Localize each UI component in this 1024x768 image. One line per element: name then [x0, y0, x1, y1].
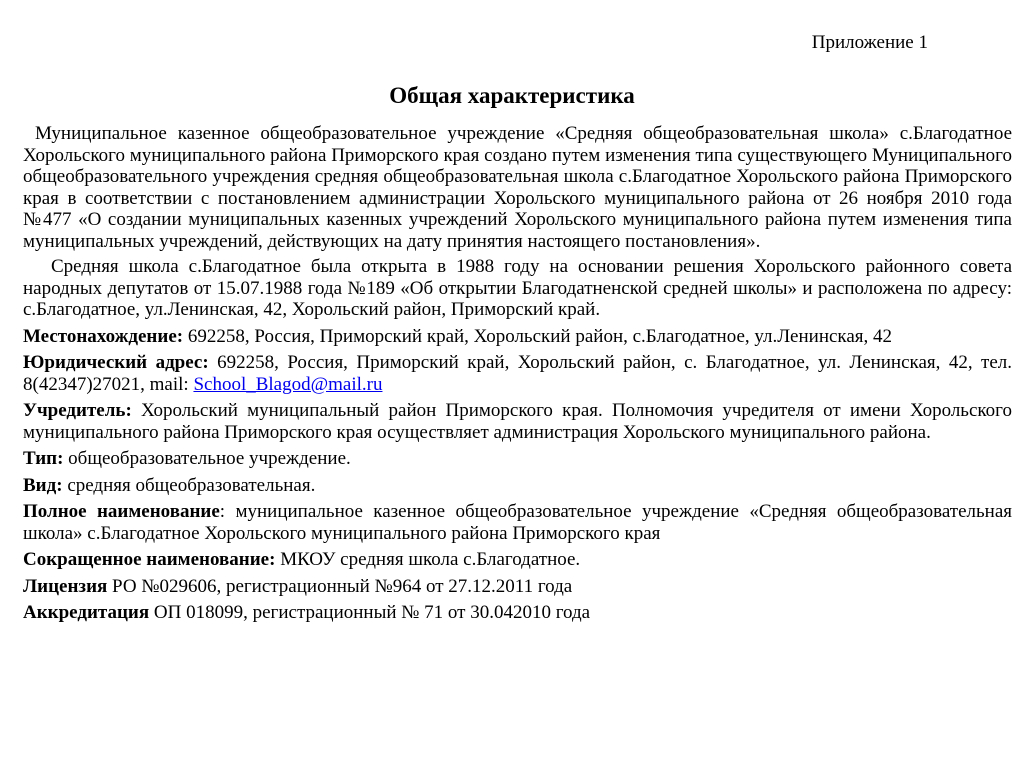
accreditation-value: ОП 018099, регистрационный № 71 от 30.042010 года — [153, 602, 591, 623]
license-value: РО №029606, регистрационный №964 от 27.12.2011 года — [112, 575, 573, 597]
full-name-label: Полное наименование — [23, 501, 220, 522]
appendix-label: Приложение 1 — [811, 32, 928, 53]
legal-address-field — [23, 352, 1012, 395]
founder-value: Хорольский муниципальный район Приморского края. Полномочия учредителя от имени Хорольского муниципального района Приморского края осуществляет администрация Хорольского муниципального района. — [23, 400, 1012, 443]
short-name-field — [23, 549, 1012, 571]
type-value: общеобразовательное учреждение. — [68, 448, 351, 469]
intro-paragraph: Муниципальное казенное общеобразовательное учреждение «Средняя общеобразовательная школа» с.Благодатное Хорольского муниципального района Приморского края создано путем изменения типа существующего Муниципального общеобразовательного учреждения средняя общеобразовательная школа с.Благодатное Хорольского района Приморского края в соответствии с постановлением администрации Хорольского муниципального района от 26 ноября 2010 года №477 «О создании муниципальных казенных учреждений Хорольского муниципального района путем изменения типа муниципальных учреждений, действующих на дату принятия настоящего постановления». — [23, 123, 1012, 252]
legal-address-label: Юридический адрес: — [23, 352, 209, 373]
short-name-label: Сокращенное наименование: — [23, 549, 276, 570]
legal-address-value: 692258, Россия, Приморский край, Хорольский район, с. Благодатное, ул. Ленинская, 42, тел. 8(42347)27021, mail: — [23, 352, 1013, 395]
license-label: Лицензия — [23, 575, 108, 597]
kind-field — [23, 475, 1012, 497]
type-label: Тип: — [23, 448, 64, 469]
full-name-value: : муниципальное казенное общеобразовательное учреждение «Средняя общеобразовательная школа» с.Благодатное Хорольского муниципального района Приморского края — [23, 501, 1013, 544]
license-field — [23, 576, 1012, 598]
kind-label: Вид: — [23, 474, 63, 496]
kind-value: средняя общеобразовательная. — [67, 474, 316, 496]
short-name-value: МКОУ средняя школа с.Благодатное. — [280, 549, 581, 570]
location-field — [23, 326, 1012, 348]
accreditation-field — [23, 602, 1012, 624]
accreditation-label: Аккредитация — [23, 602, 150, 623]
email-link[interactable]: School_Blagod@mail.ru — [193, 373, 383, 395]
document-body — [23, 123, 1012, 624]
location-label: Местонахождение: — [23, 325, 184, 347]
founder-label: Учредитель: — [23, 400, 132, 421]
founder-field — [23, 400, 1012, 443]
full-name-field — [23, 501, 1012, 544]
location-value: 692258, Россия, Приморский край, Хорольский район, с.Благодатное, ул.Ленинская, 42 — [187, 325, 893, 347]
history-paragraph: Средняя школа с.Благодатное была открыта в 1988 году на основании решения Хорольского районного совета народных депутатов от 15.07.1988 года №189 «Об открытии Благодатненской средней школы» и расположена по адресу: с.Благодатное, ул.Ленинская, 42, Хорольский район, Приморский край. — [23, 256, 1012, 320]
type-field — [23, 448, 1012, 470]
page-title: Общая характеристика — [389, 83, 635, 108]
